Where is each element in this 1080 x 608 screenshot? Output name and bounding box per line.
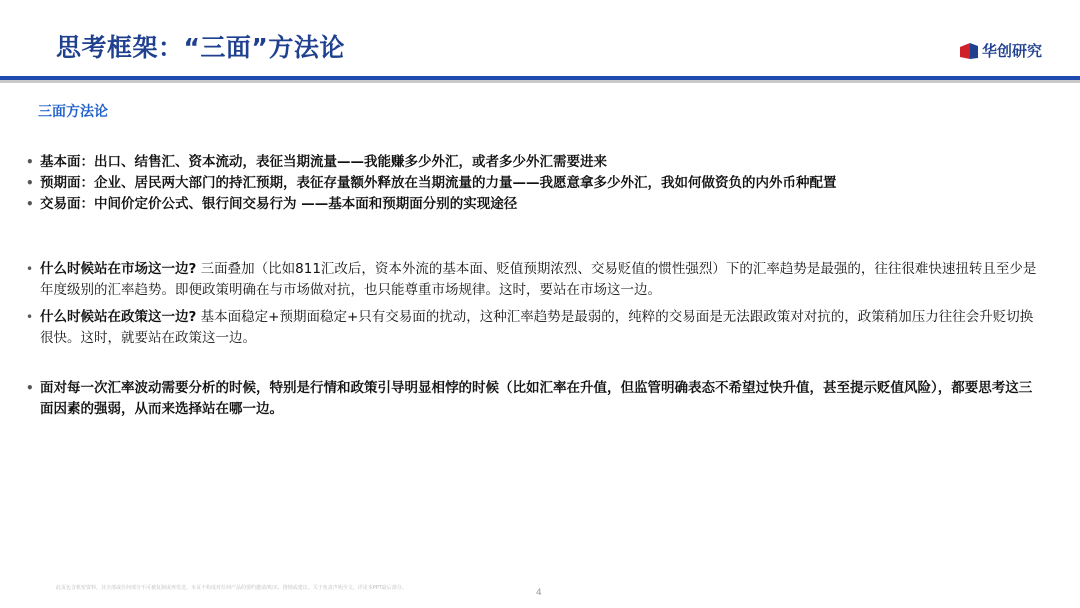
- list-item-conclusion: • 面对每一次汇率波动需要分析的时候，特别是行情和政策引导明显相悖的时候（比如汇率在升值，但监管明确表态不希望过快升值，甚至提示贬值风险），都要思考这三面因素的强弱，从而来选择站在哪一边。: [26, 378, 1044, 420]
- scenario-list: [26, 259, 1044, 349]
- list-item-side-with-market: [26, 259, 1044, 301]
- page-title: 思考框架：“三面”方法论: [56, 33, 345, 62]
- list-item-side-with-policy: [26, 307, 1044, 349]
- logo-mark-icon: [960, 43, 978, 59]
- header-rule-shadow: [0, 80, 1080, 83]
- list-item-fundamental: • 基本面：出口、结售汇、资本流动，表征当期流量——我能赚多少外汇，或者多少外汇需要进来: [26, 152, 1044, 173]
- question-lead: 什么时候站在政策这一边?: [40, 309, 197, 325]
- footer-disclaimer: 此页包含机密资料，其全部或任何部分不可被复制或再发送。本页不构成对任何产品的要约邀请/购买、推销或建议。关于免责声明全文，详见本PPT最后部分。: [56, 585, 407, 591]
- brand-logo: [960, 40, 1042, 61]
- question-body: 三面叠加（比如811汇改后，资本外流的基本面、贬值预期浓烈、交易贬值的惯性强烈）下的汇率趋势是最强的，往往很难快速扭转且至少是年度级别的汇率趋势。即便政策明确在与市场做对抗，也只能尊重市场规律。这时，要站在市场这一边。: [40, 261, 1037, 298]
- list-item-expectation: • 预期面：企业、居民两大部门的持汇预期，表征存量额外释放在当期流量的力量——我愿意拿多少外汇，我如何做资负的内外币种配置: [26, 173, 1044, 194]
- definition-list: [26, 152, 1044, 215]
- question-body: 基本面稳定+预期面稳定+只有交易面的扰动，这种汇率趋势是最弱的，纯粹的交易面是无法跟政策对对抗的，政策稍加压力往往会升贬切换很快。这时，就要站在政策这一边。: [40, 309, 1034, 346]
- conclusion-list: [26, 378, 1044, 420]
- logo-text: 华创研究: [981, 42, 1042, 60]
- list-item-trading: • 交易面：中间价定价公式、银行间交易行为 ——基本面和预期面分别的实现途径: [26, 194, 1044, 215]
- page-number: 4: [536, 588, 542, 598]
- section-title: 三面方法论: [38, 104, 108, 120]
- question-lead: 什么时候站在市场这一边?: [40, 261, 197, 277]
